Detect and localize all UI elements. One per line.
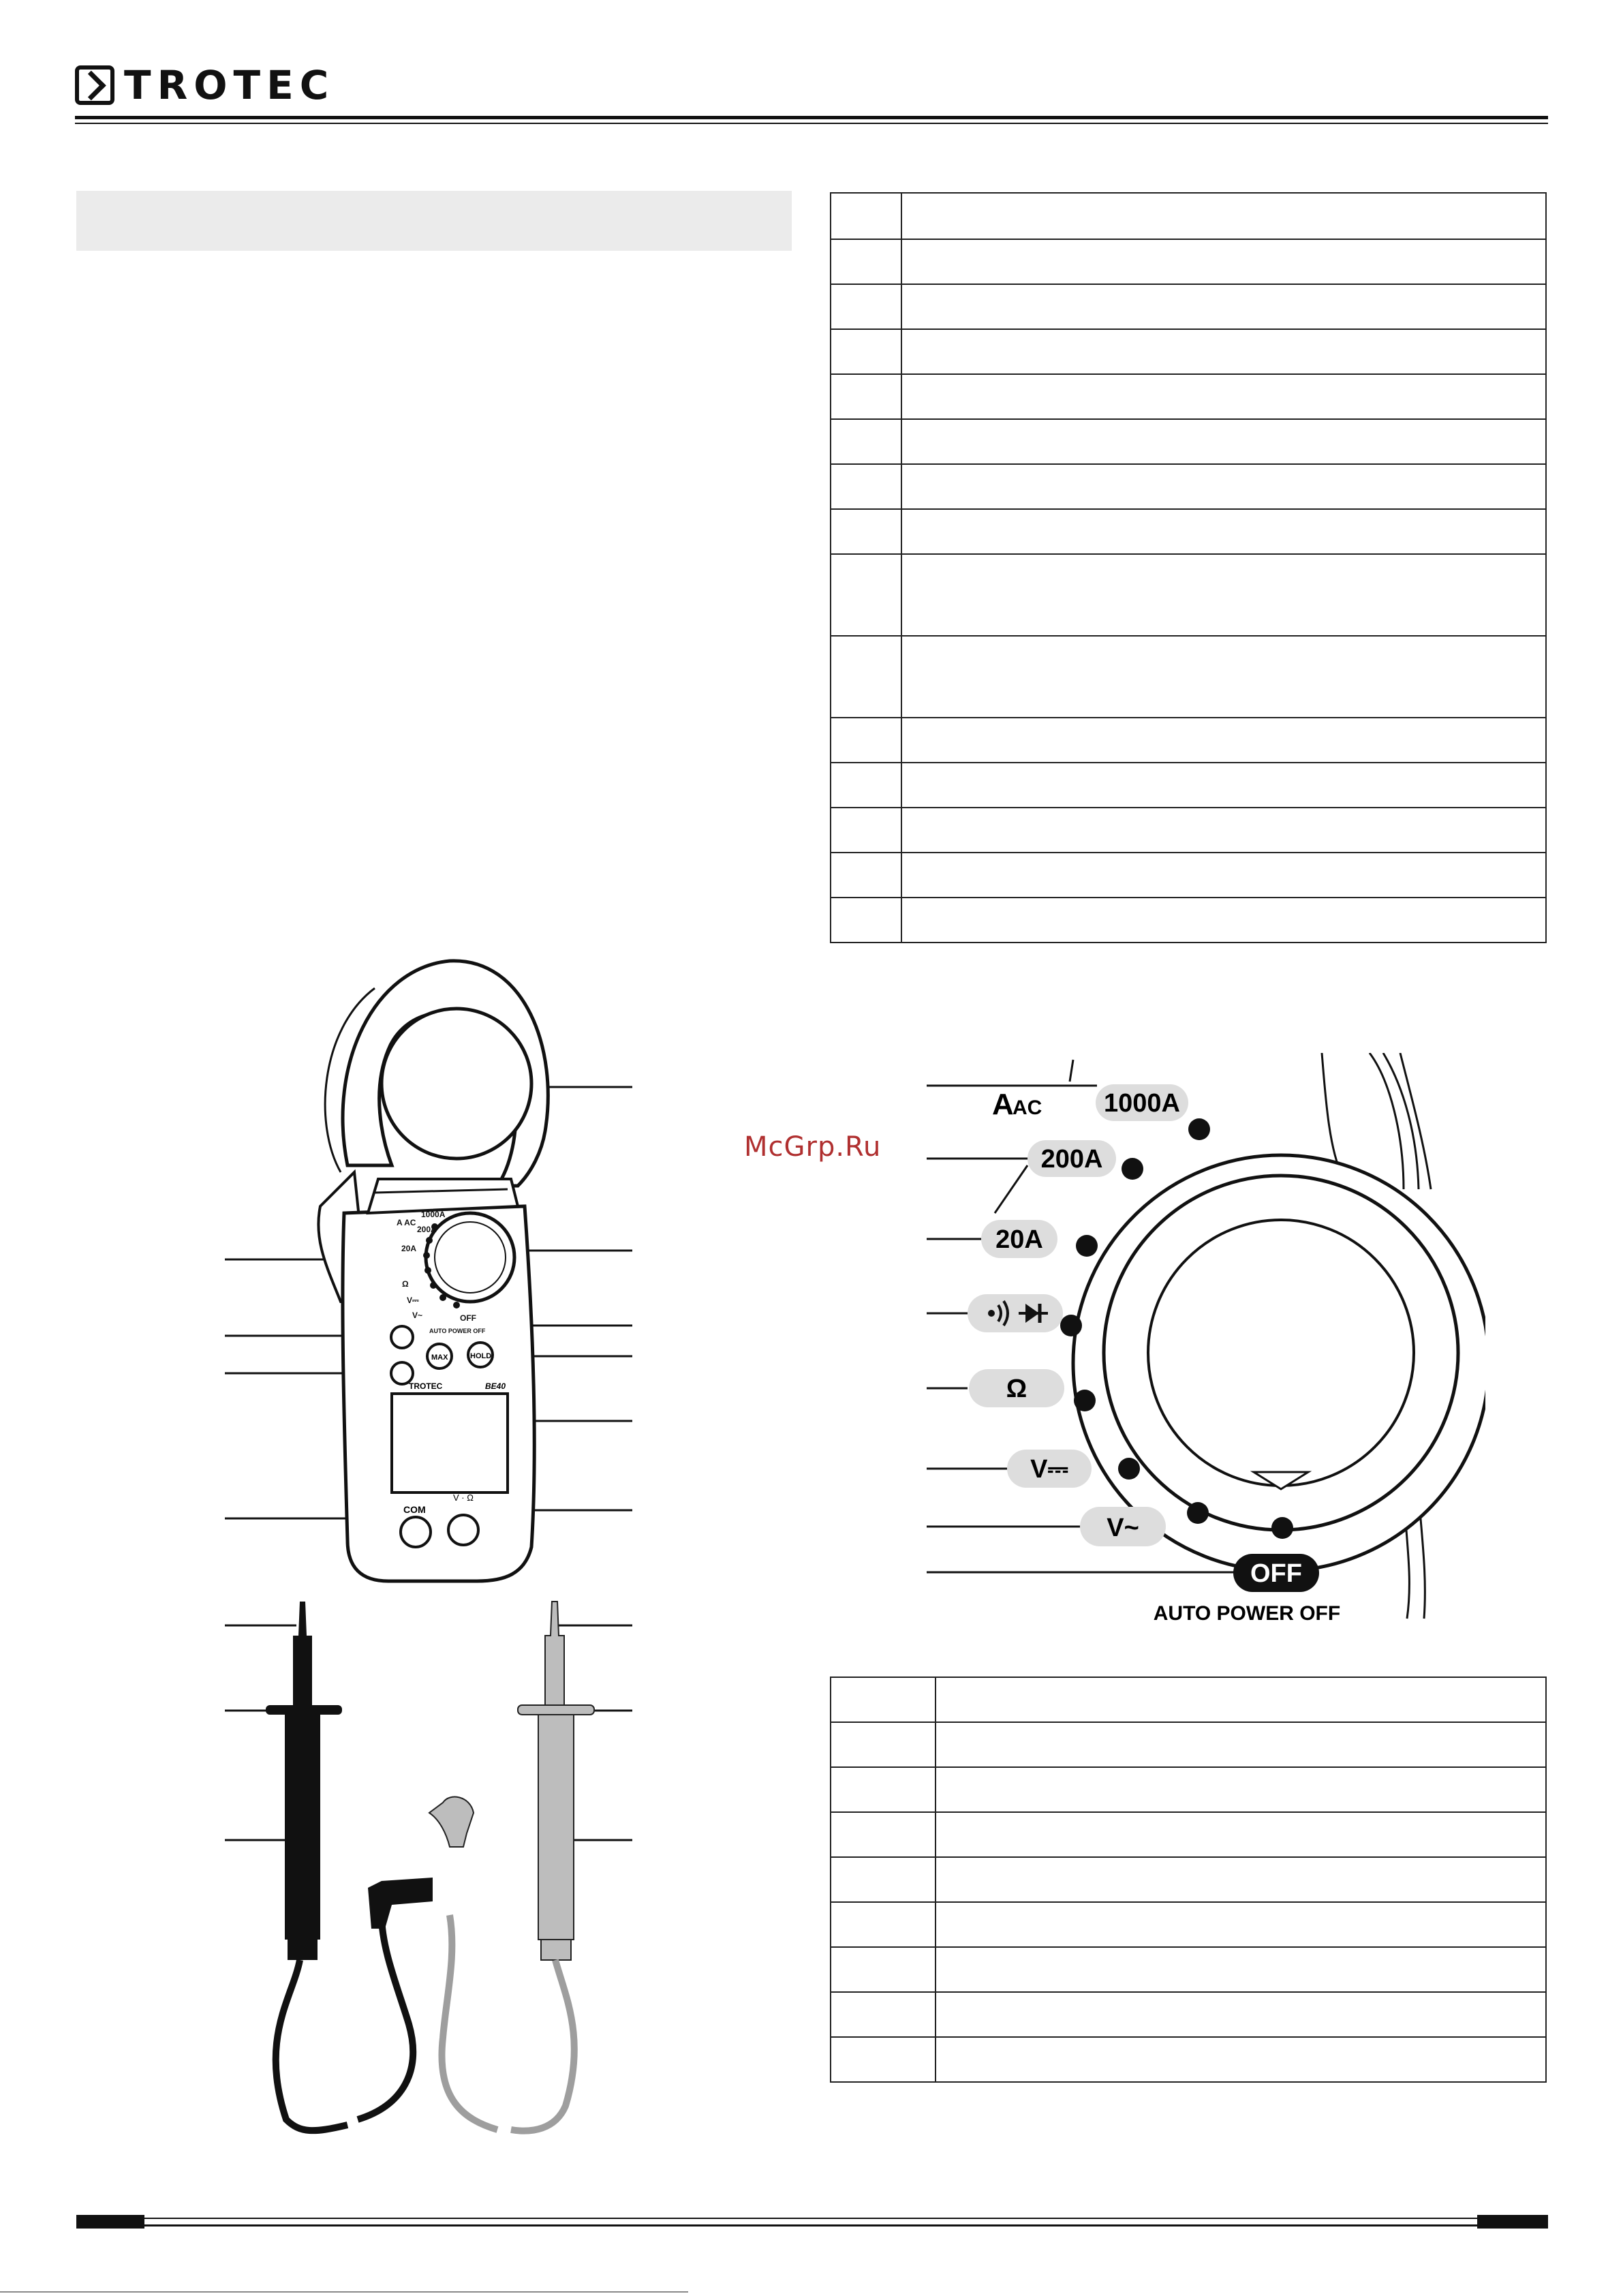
table-cell-number (831, 1902, 936, 1947)
table-cell-description (936, 1812, 1546, 1857)
table-cell-description (901, 419, 1546, 464)
hold-button-label: HOLD (470, 1352, 492, 1360)
table-cell-number (831, 1767, 936, 1812)
small-aac-label: A AC (397, 1218, 416, 1227)
label-ohm: Ω (1006, 1375, 1027, 1403)
v-ohm-jack (448, 1515, 478, 1545)
table-cell-description (901, 718, 1546, 763)
parts-table-dial (830, 1677, 1547, 2083)
dial-label-200a (1027, 1140, 1116, 1177)
small-vdc-label: V⎓ (407, 1296, 419, 1305)
table-cell-description (936, 1947, 1546, 1992)
table-cell-number (831, 898, 901, 943)
table-cell-description (901, 808, 1546, 853)
watermark-text: McGrp.Ru (744, 1131, 882, 1163)
footer-rule (76, 2218, 1548, 2219)
com-jack (401, 1517, 431, 1547)
table-cell-description (901, 284, 1546, 329)
dial-detail-illustration (927, 1053, 1485, 1625)
parts-table-device (830, 192, 1547, 943)
table-cell-description (901, 898, 1546, 943)
max-button-label: MAX (431, 1353, 448, 1362)
table-cell-description (936, 1902, 1546, 1947)
table-cell-description (901, 763, 1546, 808)
table-cell-number (831, 808, 901, 853)
table-cell-number (831, 853, 901, 898)
clamp-jaw (325, 961, 548, 1186)
aac-label-sub: AC (1013, 1097, 1042, 1119)
small-20a-label: 20A (401, 1244, 417, 1253)
table-cell-number (831, 1812, 936, 1857)
label-1000a: 1000A (1104, 1089, 1180, 1118)
com-jack-label: COM (403, 1504, 426, 1515)
table-cell-description (936, 1722, 1546, 1767)
label-vac: V~ (1107, 1514, 1139, 1542)
table-cell-description (901, 464, 1546, 509)
table-cell-number (831, 1677, 936, 1722)
small-vac-label: V~ (412, 1311, 423, 1320)
dial-label-ohm (969, 1369, 1064, 1407)
table-cell-number (831, 374, 901, 419)
dial-label-1000a (1096, 1084, 1188, 1121)
table-cell-number (831, 1947, 936, 1992)
table-cell-description (901, 374, 1546, 419)
table-cell-number (831, 329, 901, 374)
table-cell-number (831, 763, 901, 808)
table-cell-description (901, 509, 1546, 554)
header-rule (75, 116, 1548, 119)
trotec-logo-icon (75, 65, 114, 105)
small-1000a-label: 1000A (421, 1210, 446, 1219)
table-cell-number (831, 284, 901, 329)
table-cell-number (831, 464, 901, 509)
model-label: BE40 (485, 1381, 506, 1391)
section-title-band (76, 191, 792, 251)
footer-page-block-left (76, 2215, 144, 2229)
callout-line (995, 1165, 1027, 1213)
red-test-lead (429, 1602, 632, 2131)
table-cell-description (936, 1767, 1546, 1812)
small-ohm-label: Ω (402, 1279, 409, 1289)
table-cell-number (831, 419, 901, 464)
table-cell-number (831, 509, 901, 554)
label-20a: 20A (995, 1225, 1043, 1254)
table-cell-description (901, 193, 1546, 239)
table-cell-number (831, 2037, 936, 2082)
bottom-hairline (0, 2291, 688, 2293)
header-rule-thin (75, 123, 1548, 124)
table-cell-description (901, 636, 1546, 718)
clamp-meter-illustration (204, 947, 654, 2147)
trotec-logo (75, 62, 335, 108)
dial-label-off (1233, 1554, 1319, 1592)
table-cell-description (936, 1992, 1546, 2037)
small-off-label: OFF (460, 1313, 476, 1323)
table-cell-description (901, 239, 1546, 284)
aac-label: A (992, 1088, 1014, 1121)
table-cell-number (831, 239, 901, 284)
dial-label-continuity-diode (968, 1294, 1063, 1332)
table-cell-description (901, 554, 1546, 636)
label-vdc: V⎓ (1030, 1455, 1068, 1484)
label-off: OFF (1250, 1559, 1302, 1588)
small-200a-label: 200A (417, 1225, 437, 1234)
table-cell-number (831, 1992, 936, 2037)
small-brand-label: TROTEC (409, 1381, 443, 1391)
table-cell-number (831, 718, 901, 763)
v-ohm-jack-label: V · Ω (453, 1493, 474, 1503)
label-200a: 200A (1040, 1145, 1103, 1174)
footer-rule-bottom (76, 2224, 1548, 2226)
callout-line (1070, 1060, 1073, 1082)
table-cell-description (901, 329, 1546, 374)
table-cell-description (936, 1857, 1546, 1902)
footer-page-block-right (1477, 2215, 1548, 2229)
black-test-lead (225, 1602, 433, 2130)
table-cell-description (936, 2037, 1546, 2082)
brand-name: TROTEC (124, 62, 335, 108)
table-cell-description (901, 853, 1546, 898)
auto-power-off-label: AUTO POWER OFF (1153, 1602, 1341, 1625)
backlight-button (391, 1326, 413, 1348)
table-cell-description (936, 1677, 1546, 1722)
table-cell-number (831, 1722, 936, 1767)
lcd-display (392, 1394, 508, 1493)
dial-label-vdc (1007, 1450, 1092, 1488)
dial-knob-center (1148, 1220, 1414, 1486)
table-cell-number (831, 193, 901, 239)
table-cell-number (831, 1857, 936, 1902)
dial-label-vac (1080, 1507, 1166, 1546)
small-auto-off-label: AUTO POWER OFF (429, 1328, 486, 1334)
table-cell-number (831, 554, 901, 636)
table-cell-number (831, 636, 901, 718)
dial-label-20a (981, 1220, 1057, 1258)
